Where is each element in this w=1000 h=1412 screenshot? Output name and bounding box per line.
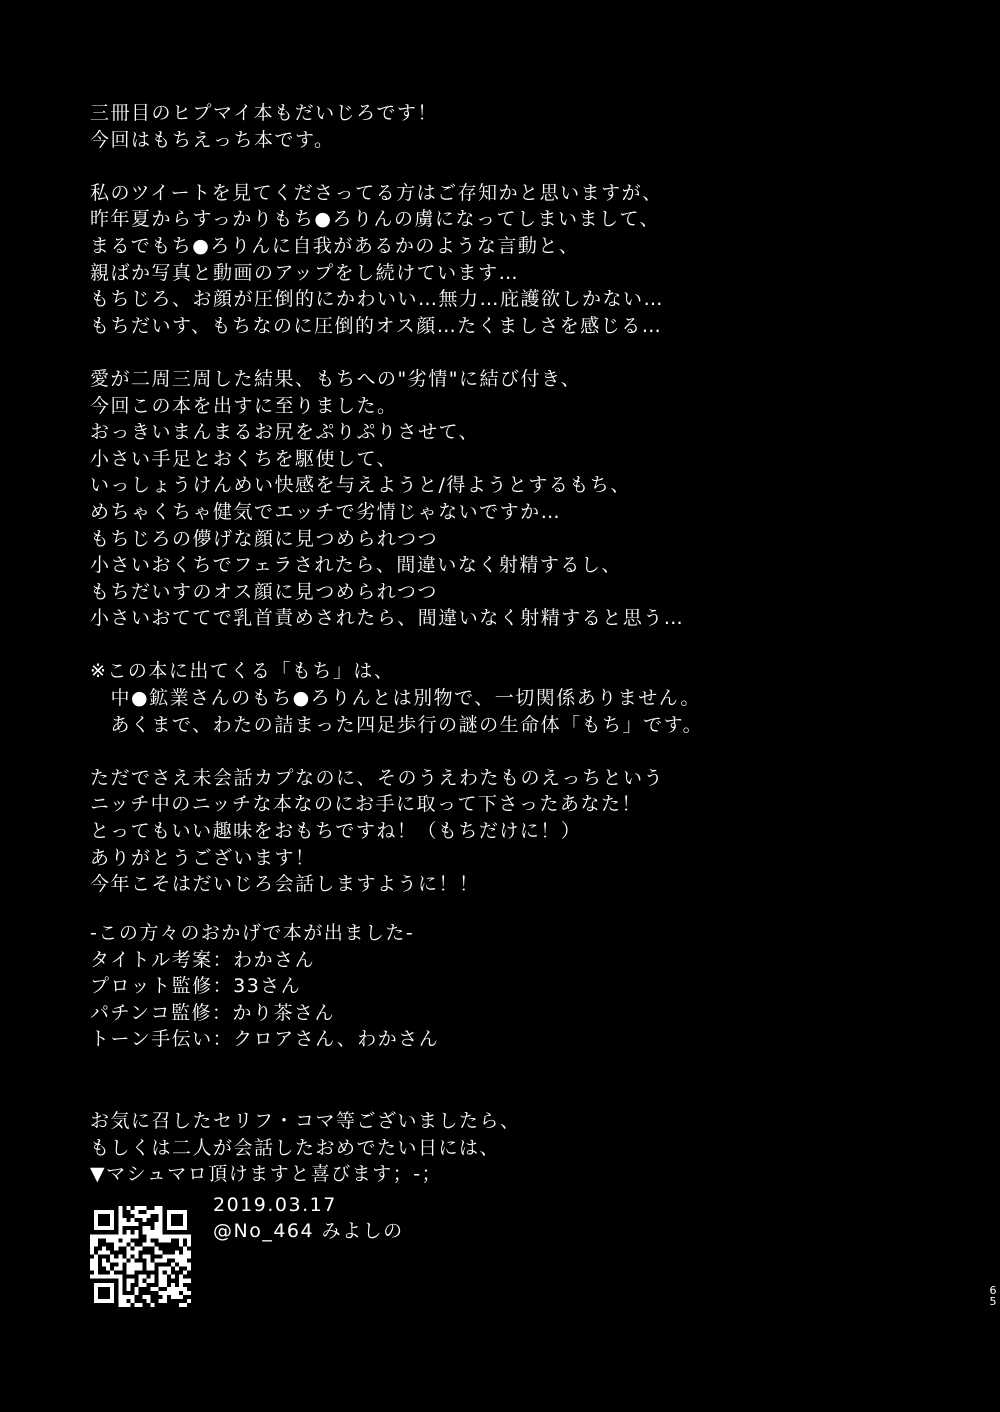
closing-line: もしくは二人が会話したおめでたい日には、 xyxy=(90,1136,501,1159)
blank-line xyxy=(90,738,703,765)
text-line: 三冊目のヒプマイ本もだいじろです！ xyxy=(90,102,438,124)
text-line: 昨年夏からすっかりもち●ろりんの虜になってしまいまして、 xyxy=(90,208,661,231)
text-line: 中●鉱業さんのもち●ろりんとは別物で、一切関係ありません。 xyxy=(90,687,701,710)
page-number-digit: 5 xyxy=(989,1295,997,1308)
text-line: 今回はもちえっち本です。 xyxy=(90,128,335,151)
text-line: めちゃくちゃ健気でエッチで劣情じゃないですか… xyxy=(90,500,562,523)
text-line: もちだいすのオス顔に見つめられつつ xyxy=(90,580,438,603)
text-line: 小さい手足とおくちを駆使して、 xyxy=(90,447,398,470)
text-line: ありがとうございます！ xyxy=(90,846,316,869)
date-text: 2019.03.17 xyxy=(213,1194,337,1216)
text-line: あくまで、わたの詰まった四足歩行の謎の生命体「もち」です。 xyxy=(90,713,704,736)
blank-line xyxy=(90,339,703,366)
closing-line: お気に召したセリフ・コマ等ございましたら、 xyxy=(90,1110,521,1132)
text-line: ※この本に出てくる「もち」は、 xyxy=(90,660,395,683)
credit-line: トーン手伝い：クロアさん、わかさん xyxy=(90,1028,440,1051)
text-line: 親ばか写真と動画のアップをし続けています… xyxy=(90,261,520,284)
closing-line: ▼マシュマロ頂けますと喜びます；-； xyxy=(90,1163,443,1186)
credit-line: パチンコ監修：かり茶さん xyxy=(90,1001,336,1024)
page-number-digit: 6 xyxy=(989,1284,997,1297)
text-line: いっしょうけんめい快感を与えようと/得ようとするもち、 xyxy=(90,474,631,497)
credit-line: -この方々のおかげで本が出ました- xyxy=(90,922,415,944)
text-line: 今回この本を出すに至りました。 xyxy=(90,394,398,417)
closing-message xyxy=(90,1108,521,1188)
blank-line xyxy=(90,153,703,180)
text-line: 私のツイートを見てくださってる方はご存知かと思いますが、 xyxy=(90,181,663,204)
author-handle: @No_464 みよしの xyxy=(213,1220,404,1242)
credits-list xyxy=(90,920,439,1053)
text-line: まるでもち●ろりんに自我があるかのような言動と、 xyxy=(90,234,580,257)
credit-line: タイトル考案：わかさん xyxy=(90,948,316,971)
text-line: 愛が二周三周した結果、もちへの"劣情"に結び付き、 xyxy=(90,367,582,390)
qr-code-icon[interactable] xyxy=(90,1206,191,1307)
text-line: 小さいおててで乳首責めされたら、間違いなく射精すると思う… xyxy=(90,607,685,630)
page-number xyxy=(987,1285,999,1307)
text-line: とってもいい趣味をおもちですね！（もちだけに！） xyxy=(90,820,582,843)
footer-meta xyxy=(213,1192,404,1244)
text-line: もちじろの儚げな顔に見つめられつつ xyxy=(90,527,439,550)
text-line: もちじろ、お顔が圧倒的にかわいい…無力…庇護欲しかない… xyxy=(90,288,665,311)
blank-line xyxy=(90,632,703,659)
text-line: 小さいおくちでフェラされたら、間違いなく射精するし、 xyxy=(90,554,622,577)
text-line: ただでさえ未会話カプなのに、そのうえわたものえっちという xyxy=(90,766,665,789)
text-line: ニッチ中のニッチな本なのにお手に取って下さったあなた！ xyxy=(90,793,642,816)
text-line: もちだいす、もちなのに圧倒的オス顔…たくましさを感じる… xyxy=(90,314,663,337)
afterword-intro xyxy=(90,100,703,898)
credit-line: プロット監修：33さん xyxy=(90,975,302,998)
text-line: おっきいまんまるお尻をぷりぷりさせて、 xyxy=(90,421,480,444)
text-line: 今年こそはだいじろ会話しますように！！ xyxy=(90,873,480,896)
